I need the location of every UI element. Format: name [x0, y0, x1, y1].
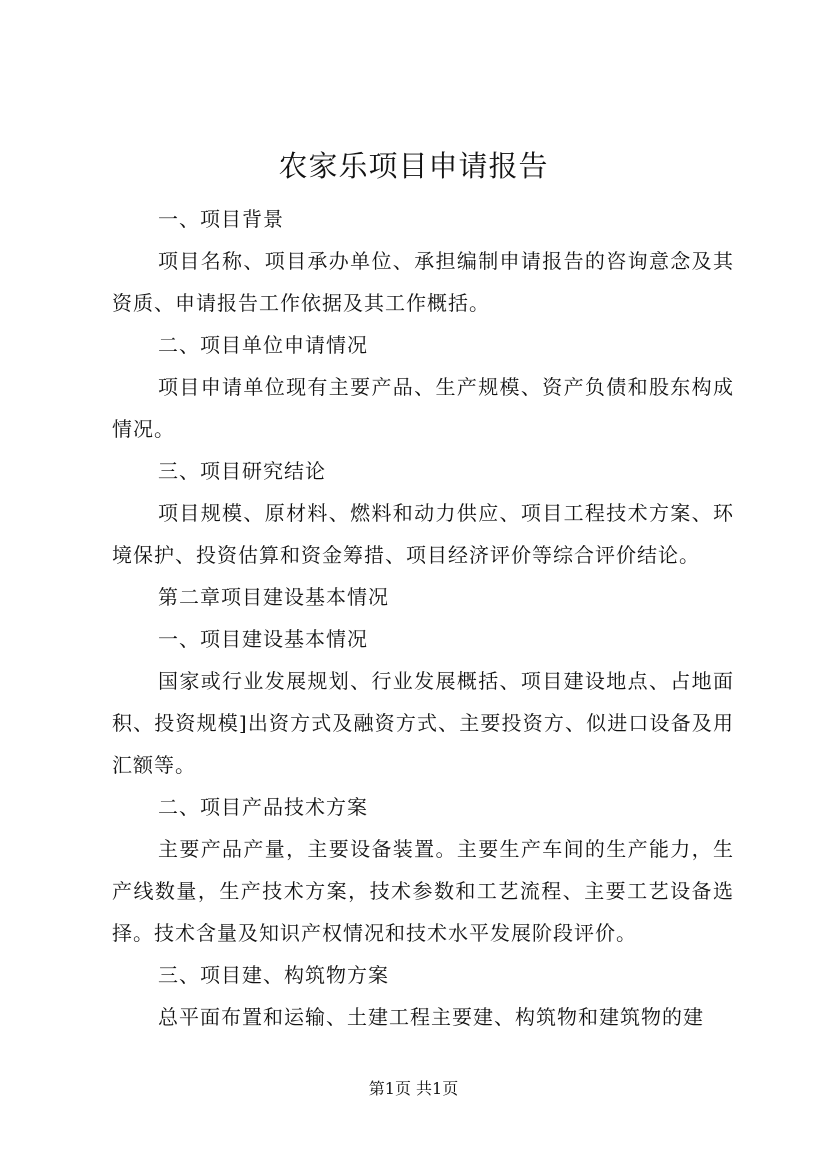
body-paragraph: 国家或行业发展规划、行业发展概括、项目建设地点、占地面积、投资规模]出资方式及融资方式、主要投资方、似进口设备及用汇额等。: [112, 669, 734, 777]
body-paragraph: 项目名称、项目承办单位、承担编制申请报告的咨询意念及其资质、申请报告工作依据及其工作概括。: [112, 249, 734, 315]
section-heading: 三、项目研究结论: [158, 459, 326, 483]
page-title: 农家乐项目申请报告: [278, 149, 549, 183]
section-heading: 一、项目建设基本情况: [158, 627, 368, 651]
section-heading: 一、项目背景: [158, 207, 284, 231]
page-footer: 第1页 共1页: [368, 1079, 459, 1098]
section-heading: 二、项目产品技术方案: [158, 795, 368, 819]
body-paragraph: 主要产品产量，主要设备装置。主要生产车间的生产能力，生产线数量，生产技术方案，技术参数和工艺流程、主要工艺设备选择。技术含量及知识产权情况和技术水平发展阶段评价。: [112, 837, 734, 945]
chapter-heading: 第二章项目建设基本情况: [158, 585, 389, 609]
section-heading: 三、项目建、构筑物方案: [158, 963, 389, 987]
body-paragraph: 项目申请单位现有主要产品、生产规模、资产负债和股东构成情况。: [112, 375, 734, 441]
document-body: [112, 198, 734, 1038]
body-paragraph: 项目规模、原材料、燃料和动力供应、项目工程技术方案、环境保护、投资估算和资金筹措、项目经济评价等综合评价结论。: [112, 501, 734, 567]
section-heading: 二、项目单位申请情况: [158, 333, 368, 357]
body-paragraph: 总平面布置和运输、土建工程主要建、构筑物和建筑物的建: [158, 1005, 704, 1029]
